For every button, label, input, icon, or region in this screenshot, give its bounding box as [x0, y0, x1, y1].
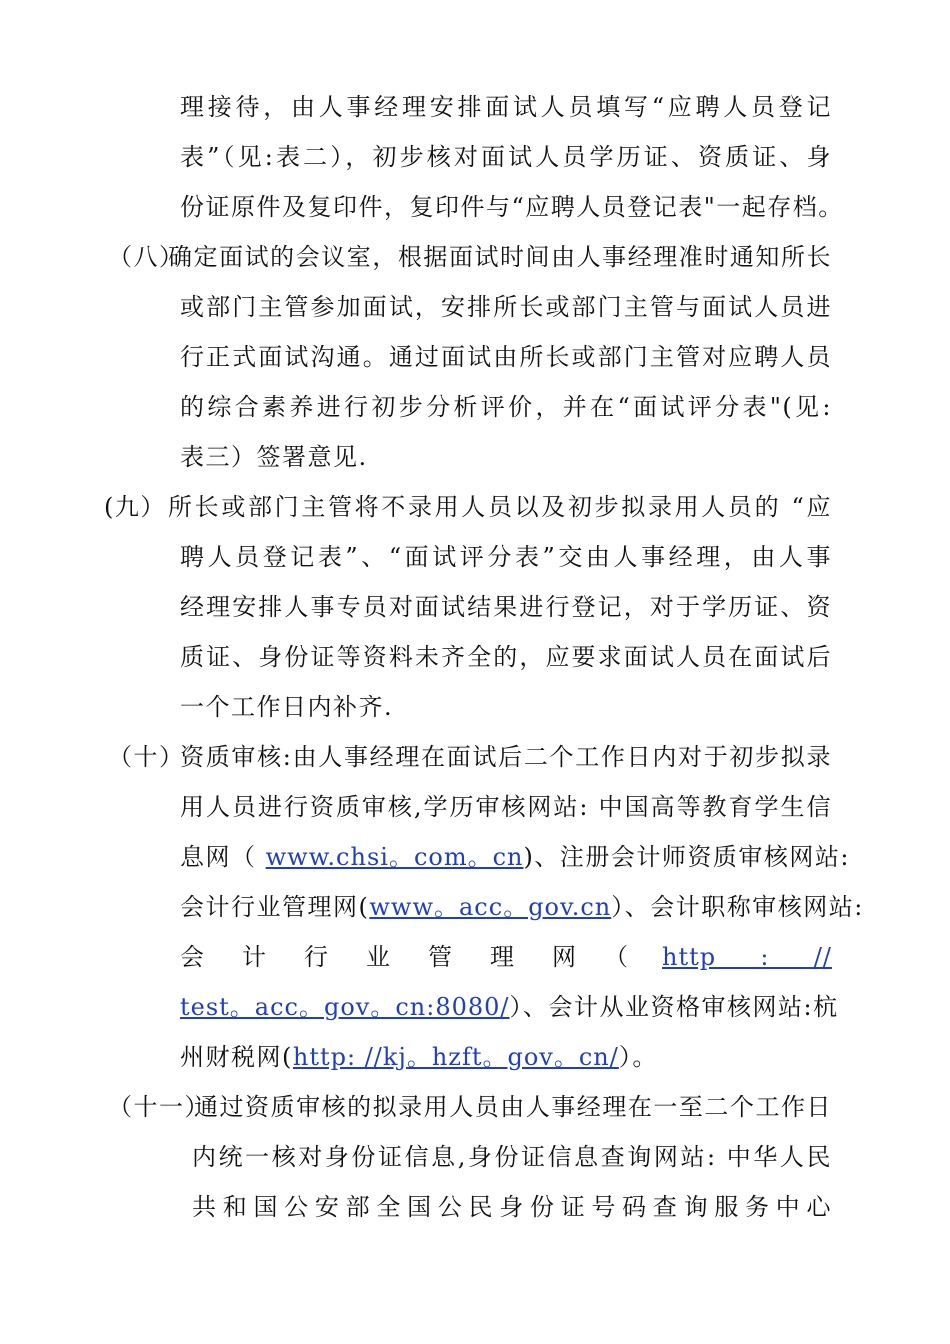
item-10-line-5 — [180, 932, 832, 982]
item-11-line-3: 共和国公安部全国公民身份证号码查询服务中心 — [192, 1193, 832, 1221]
item-10-label: （十） — [108, 743, 185, 771]
chsi-link[interactable]: www.chsi。com。cn — [265, 843, 524, 871]
intro-line-1: 理接待，由人事经理安排面试人员填写“应聘人员登记 — [180, 93, 832, 121]
intro-line-2: 表”（见:表二），初步核对面试人员学历证、资质证、身 — [180, 143, 832, 171]
item-9-line-5: 一个工作日内补齐. — [180, 693, 394, 721]
item-8-label: （八） — [108, 243, 185, 271]
spaced-char: 行 — [304, 943, 330, 971]
test-acc-link-part1[interactable]: http : // — [662, 943, 832, 971]
spaced-char: 管 — [428, 943, 454, 971]
item-9-line-4: 质证、身份证等资料未齐全的，应要求面试人员在面试后 — [180, 643, 832, 671]
spaced-char: 计 — [242, 943, 268, 971]
item-9-line-2: 聘人员登记表”、“面试评分表”交由人事经理，由人事 — [180, 543, 832, 571]
spaced-char: 理 — [490, 943, 516, 971]
item-10-line-6: test。acc。gov。cn:8080/）、会计从业资格审核网站:杭 — [180, 993, 839, 1021]
spaced-char: 会 — [180, 943, 206, 971]
item-10-line-1: （十） 资质审核:由人事经理在面试后二个工作日内对于初步拟录 — [0, 732, 950, 782]
acc-gov-link[interactable]: www。acc。gov.cn — [369, 893, 612, 921]
item-8-line-1: （八） 确定面试的会议室，根据面试时间由人事经理准时通知所长 — [0, 232, 950, 282]
item-10-line-4: 会计行业管理网(www。acc。gov.cn）、会计职称审核网站: — [180, 893, 864, 921]
item-10-line-3: 息网（ www.chsi。com。cn)、注册会计师资质审核网站: — [180, 843, 850, 871]
item-10-line-7: 州财税网(http: //kj。hzft。gov。cn/）。 — [180, 1043, 658, 1071]
item-10-line-2: 用人员进行资质审核,学历审核网站: 中国高等教育学生信 — [180, 793, 832, 821]
item-11-line-2: 内统一核对身份证信息,身份证信息查询网站: 中华人民 — [192, 1143, 832, 1171]
item-9-line-1: (九） 所长或部门主管将不录用人员以及初步拟录用人员的 “应 — [0, 482, 950, 532]
item-8-line-5: 表三）签署意见. — [180, 443, 368, 471]
spaced-char: （ — [604, 943, 630, 971]
hzft-link[interactable]: http: //kj。hzft。gov。cn/ — [292, 1043, 619, 1071]
item-9-label: (九） — [104, 493, 166, 521]
spaced-char: 业 — [366, 943, 392, 971]
test-acc-link-part2[interactable]: test。acc。gov。cn:8080/ — [180, 993, 510, 1021]
intro-line-3: 份证原件及复印件，复印件与“应聘人员登记表"一起存档。 — [180, 193, 844, 221]
spaced-char: 网 — [552, 943, 578, 971]
item-11-line-1: （十一） 通过资质审核的拟录用人员由人事经理在一至二个工作日 — [0, 1082, 950, 1132]
item-8-line-4: 的综合素养进行初步分析评价，并在“面试评分表"(见: — [180, 393, 832, 421]
item-9-line-3: 经理安排人事专员对面试结果进行登记，对于学历证、资 — [180, 593, 832, 621]
item-11-label: （十一） — [108, 1093, 210, 1121]
item-8-line-3: 行正式面试沟通。通过面试由所长或部门主管对应聘人员 — [180, 343, 832, 371]
item-8-line-2: 或部门主管参加面试，安排所长或部门主管与面试人员进 — [180, 293, 832, 321]
